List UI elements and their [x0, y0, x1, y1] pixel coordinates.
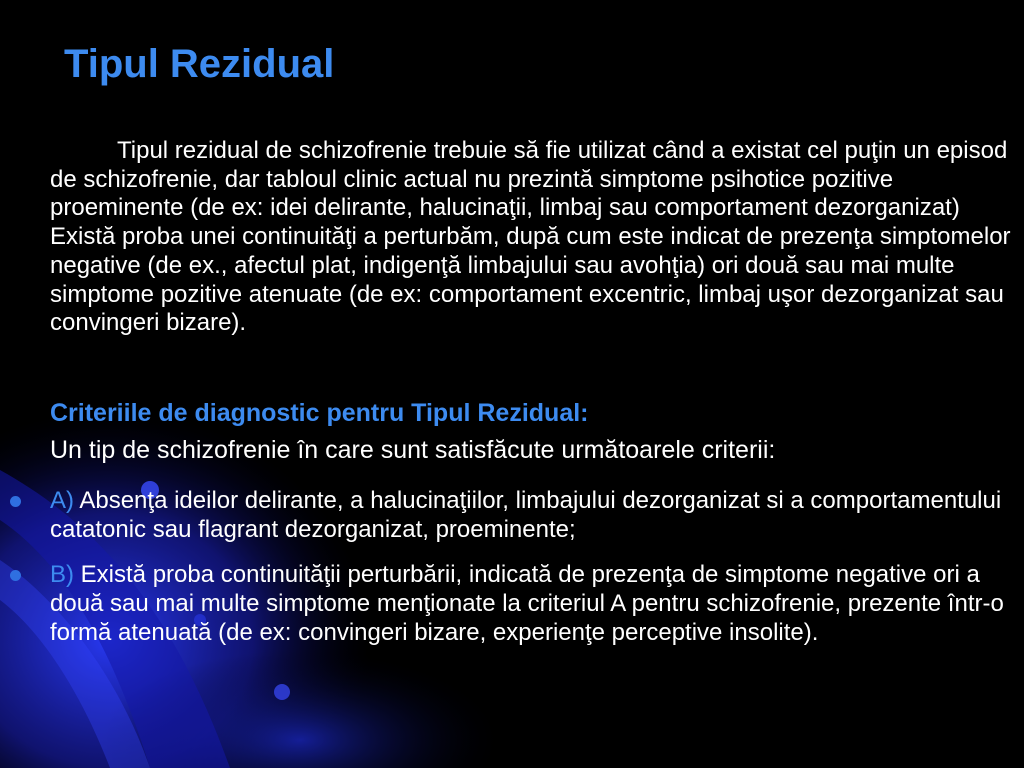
criterion-text: Absenţa ideilor delirante, a halucinaţiilor, limbajului dezorganizat si a comportamentului catatonic sau flagrant dezorganizat, proeminente; — [50, 487, 1002, 543]
criteria-subheading: Un tip de schizofrenie în care sunt satisfăcute următoarele criterii: — [50, 436, 776, 464]
criterion-letter: A) — [50, 487, 80, 514]
criteria-list — [0, 486, 1024, 663]
bullet-icon — [10, 496, 21, 507]
criteria-heading: Criteriile de diagnostic pentru Tipul Rezidual: — [50, 399, 589, 427]
glow-dot — [274, 684, 290, 700]
criterion-text: Există proba continuităţii perturbării, indicată de prezenţa de simptome negative ori a două sau mai multe simptome menţionate la criteriul A pentru schizofrenie, prezente într-o formă atenuată (de ex: convingeri bizare, experienţe perceptive insolite). — [50, 561, 1004, 646]
bullet-icon — [10, 570, 21, 581]
criterion-b — [0, 560, 1010, 647]
slide-title: Tipul Rezidual — [64, 42, 335, 86]
criterion-letter: B) — [50, 561, 81, 588]
intro-paragraph: Tipul rezidual de schizofrenie trebuie să fie utilizat când a existat cel puţin un episod de schizofrenie, dar tabloul clinic actual nu prezintă simptome psihotice pozitive proeminente (de ex: idei delirante, halucinaţii, limbaj sau comportament dezorganizat) Există proba unei continuităţi a perturbăm, după cum este indicat de prezenţa simptomelor negative (de ex., afectul plat, indigenţă limbajului sau avohţia) ori două sau mai multe simptome pozitive atenuate (de ex: comportament excentric, limbaj uşor dezorganizat sau convingeri bizare). — [50, 137, 1011, 337]
criterion-a — [0, 486, 1010, 544]
